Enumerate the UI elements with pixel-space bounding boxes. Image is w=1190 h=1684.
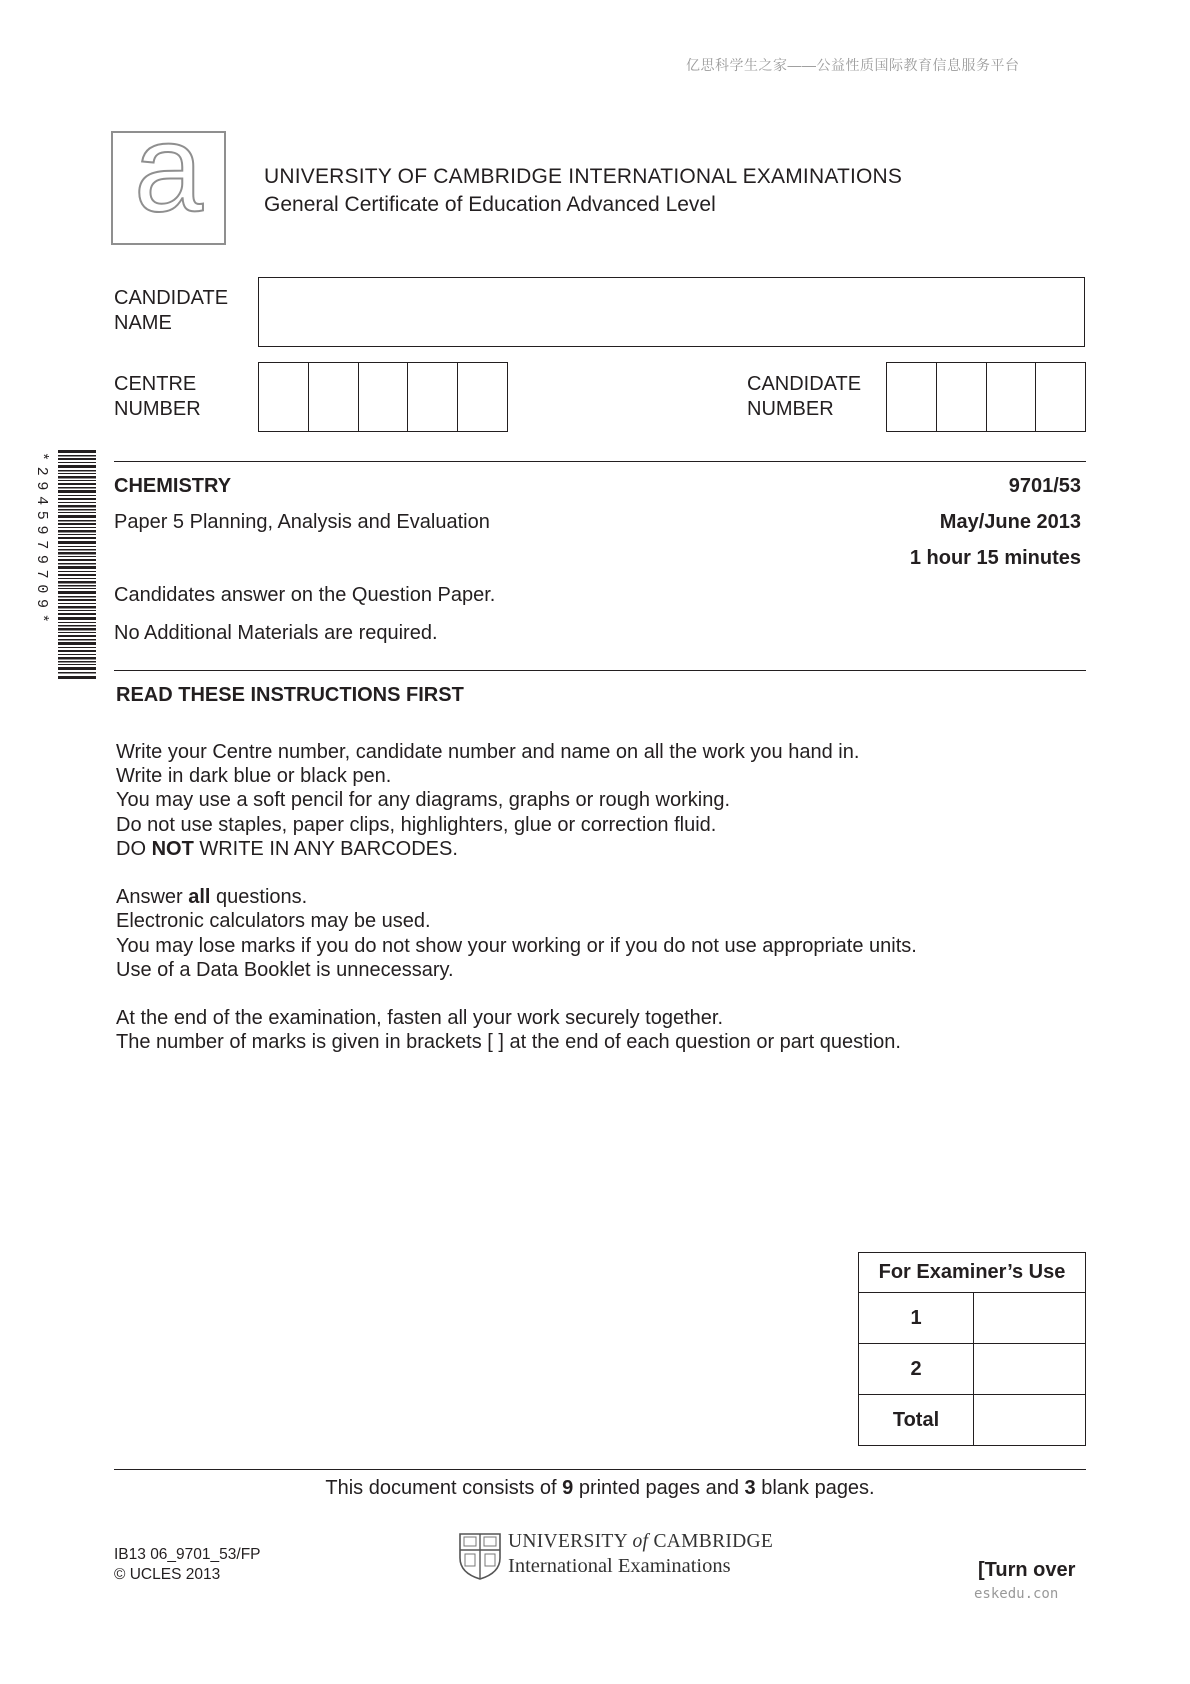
materials-note: No Additional Materials are required. (114, 622, 438, 644)
paper-title: Paper 5 Planning, Analysis and Evaluation (114, 511, 490, 533)
question-number: 2 (859, 1344, 974, 1395)
instruction-line: Answer all questions. (116, 886, 308, 909)
copyright: © UCLES 2013 (114, 1566, 221, 1583)
candidate-number-boxes[interactable] (886, 362, 1086, 432)
site-watermark: eskedu.con (974, 1586, 1059, 1602)
digit-box[interactable] (308, 363, 358, 431)
candidate-name-label: CANDIDATE NAME (114, 287, 229, 334)
barcode-digits: *2945979709* (33, 452, 50, 629)
answer-instruction: Candidates answer on the Question Paper. (114, 584, 496, 606)
digit-box[interactable] (457, 363, 507, 431)
total-label: Total (859, 1395, 974, 1446)
divider (114, 461, 1086, 462)
instruction-line: DO NOT WRITE IN ANY BARCODES. (116, 837, 458, 860)
divider (114, 670, 1086, 671)
mark-cell (974, 1344, 1086, 1395)
divider (114, 1469, 1086, 1470)
digit-box[interactable] (936, 363, 986, 431)
digit-box[interactable] (1035, 363, 1085, 431)
cambridge-crest-icon (458, 1532, 502, 1580)
instruction-line: Do not use staples, paper clips, highlighters, glue or correction fluid. (116, 813, 717, 836)
cambridge-logo-line1: UNIVERSITY of CAMBRIDGE (508, 1531, 774, 1552)
mark-cell (974, 1395, 1086, 1446)
digit-box[interactable] (887, 363, 936, 431)
mark-cell (974, 1293, 1086, 1344)
watermark-text: 亿思科学生之家——公益性质国际教育信息服务平台 (686, 57, 1020, 73)
certificate-title: General Certificate of Education Advanced Level (264, 193, 716, 216)
examiners-use-heading: For Examiner’s Use (859, 1253, 1086, 1293)
cambridge-logo-line2: International Examinations (508, 1555, 731, 1577)
digit-box[interactable] (986, 363, 1036, 431)
subject: CHEMISTRY (114, 475, 232, 497)
exam-duration: 1 hour 15 minutes (909, 547, 1081, 569)
instructions-heading: READ THESE INSTRUCTIONS FIRST (116, 684, 464, 706)
instructions-list (116, 740, 917, 1055)
instruction-line: Write your Centre number, candidate number and name on all the work you hand in. (116, 741, 860, 763)
digit-box[interactable] (407, 363, 457, 431)
cie-a-logo (111, 100, 226, 245)
question-number: 1 (859, 1293, 974, 1344)
instruction-line: The number of marks is given in brackets [ ] at the end of each question or part question. (116, 1031, 901, 1054)
centre-number-boxes[interactable] (258, 362, 508, 432)
instruction-line: You may use a soft pencil for any diagrams, graphs or rough working. (116, 789, 731, 812)
paper-code: 9701/53 (1008, 475, 1081, 497)
candidate-number-label: CANDIDATE NUMBER (747, 373, 862, 420)
digit-box[interactable] (259, 363, 308, 431)
instruction-line: At the end of the examination, fasten all your work securely together. (116, 1007, 724, 1030)
exam-session: May/June 2013 (939, 511, 1081, 533)
instruction-line: Electronic calculators may be used. (116, 910, 431, 933)
barcode-image (58, 450, 96, 680)
instruction-line: Use of a Data Booklet is unnecessary. (116, 958, 454, 981)
university-title: UNIVERSITY OF CAMBRIDGE INTERNATIONAL EXAMINATIONS (264, 165, 903, 188)
turn-over: [Turn over (978, 1559, 1076, 1581)
centre-number-label: CENTRE NUMBER (114, 373, 201, 420)
candidate-name-field[interactable] (258, 277, 1085, 347)
footer-reference (114, 1545, 261, 1585)
logo-letter: a (134, 100, 203, 238)
instruction-line: Write in dark blue or black pen. (116, 765, 392, 788)
digit-box[interactable] (358, 363, 408, 431)
instruction-line: You may lose marks if you do not show your working or if you do not use appropriate units. (116, 934, 917, 957)
examiners-use-table (858, 1252, 1086, 1446)
paper-reference: IB13 06_9701_53/FP (114, 1546, 261, 1563)
pages-note: This document consists of 9 printed pages and 3 blank pages. (325, 1477, 875, 1499)
